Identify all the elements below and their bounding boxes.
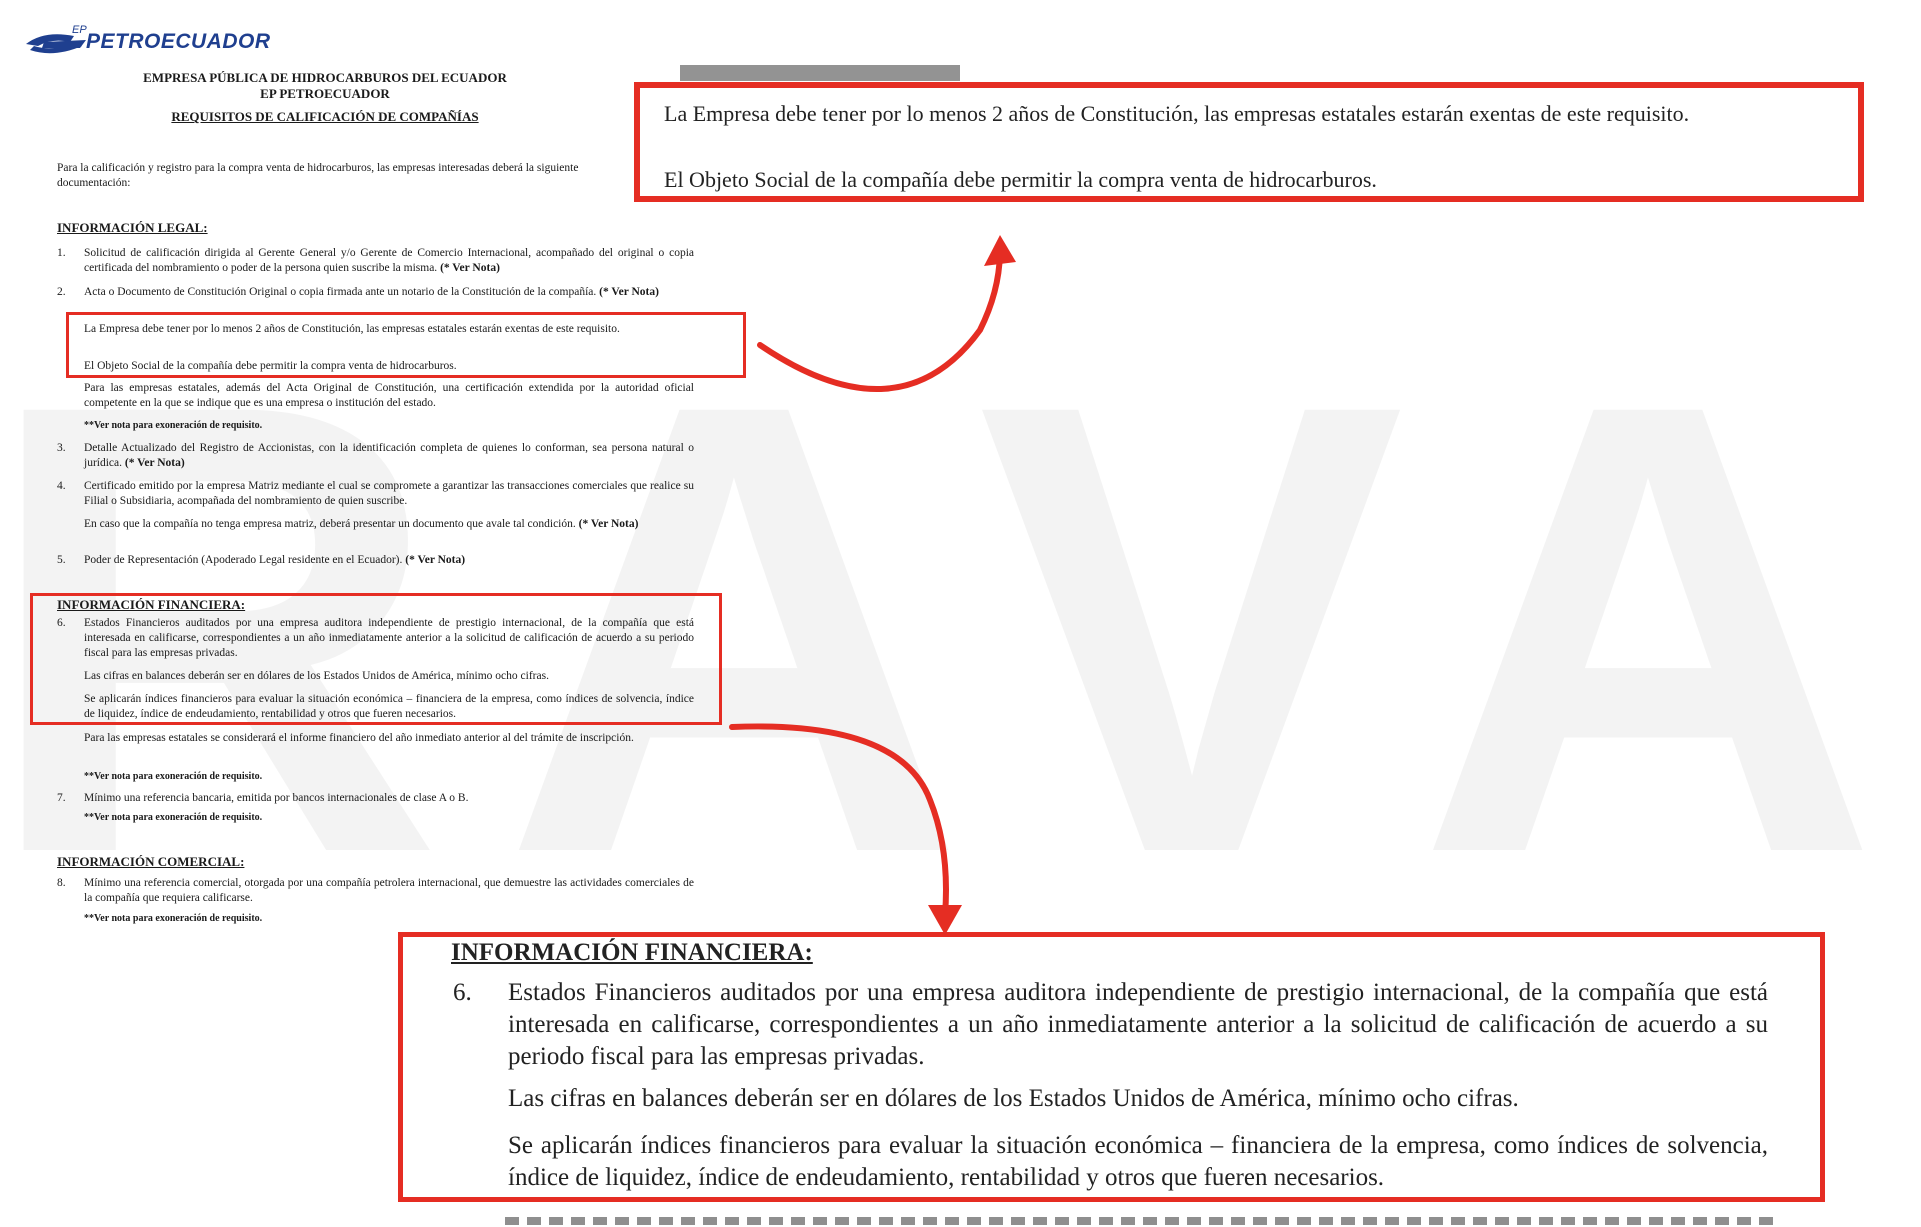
item3-number: 3. <box>57 442 66 454</box>
financial-heading: INFORMACIÓN FINANCIERA: <box>57 597 246 612</box>
item2-number: 2. <box>57 286 66 298</box>
item1-number: 1. <box>57 247 66 259</box>
legal-item3-note: (* Ver Nota) <box>124 457 185 469</box>
arrow-to-top-zoom <box>760 250 1000 389</box>
zoom-top-line1: La Empresa debe tener por lo menos 2 años de Constitución, las empresas estatales estarán exentas de este requisito. <box>664 101 1690 126</box>
item7-number: 7. <box>57 792 66 804</box>
zoom-financial-heading: INFORMACIÓN FINANCIERA: <box>451 939 813 966</box>
zoom-item6-p1: Estados Financieros auditados por una empresa auditora independiente de prestigio internacional, de la compañía que está interesada en calificarse, correspondientes a un año inmediatamente anterior a la solicitud de calificación de acuerdo a su periodo fiscal para las empresas privadas. <box>508 979 1768 1070</box>
legal-heading: INFORMACIÓN LEGAL: <box>57 220 208 235</box>
legal-item1-text: Solicitud de calificación dirigida al Gerente General y/o Gerente de Comercio Internacional, acompañado del original o copia certificada del nombramiento o poder de la persona quien suscribe la misma. <box>84 247 694 274</box>
commercial-item8-note: **Ver nota para exoneración de requisito. <box>84 913 263 924</box>
legal-item5 <box>84 553 694 568</box>
financial-item6-b: Las cifras en balances deberán ser en dólares de los Estados Unidos de América, mínimo ocho cifras. <box>84 670 549 682</box>
zoom-item6-p2: Las cifras en balances deberán ser en dólares de los Estados Unidos de América, mínimo ocho cifras. <box>508 1085 1519 1112</box>
logo-ep: EP <box>72 24 87 36</box>
zoom-box-constitution <box>634 82 1864 202</box>
cropped-text-fragment <box>680 65 960 81</box>
item4-number: 4. <box>57 480 66 492</box>
legal-item5-note: (* Ver Nota) <box>405 554 466 566</box>
zoom-top-line2: El Objeto Social de la compañía debe permitir la compra venta de hidrocarburos. <box>664 167 1377 192</box>
legal-item2-req2: El Objeto Social de la compañía debe permitir la compra venta de hidrocarburos. <box>84 360 457 372</box>
legal-item1 <box>84 246 694 276</box>
cropped-text-fragment-bottom <box>505 1217 1775 1225</box>
financial-item7-note: **Ver nota para exoneración de requisito. <box>84 812 263 823</box>
legal-item4-extra-text: En caso que la compañía no tenga empresa matriz, deberá presentar un documento que avale tal condición. <box>84 518 576 530</box>
logo-name: PETROECUADOR <box>86 30 271 53</box>
financial-item6-c: Se aplicarán índices financieros para evaluar la situación económica – financiera de la empresa, como índices de solvencia, índice de liquidez, índice de endeudamiento, rentabilidad y otros que fueren necesarios. <box>84 693 694 720</box>
item5-number: 5. <box>57 554 66 566</box>
zoom-item6-p3: Se aplicarán índices financieros para evaluar la situación económica – financiera de la empresa, como índices de solvencia, índice de liquidez, índice de endeudamiento, rentabilidad y otros que fueren necesarios. <box>508 1132 1768 1191</box>
legal-item4-note: (* Ver Nota) <box>578 518 639 530</box>
legal-item3 <box>84 441 694 471</box>
legal-item1-note: (* Ver Nota) <box>440 262 500 274</box>
legal-exon-note: **Ver nota para exoneración de requisito. <box>84 420 263 431</box>
financial-exon-note: **Ver nota para exoneración de requisito. <box>84 771 263 782</box>
legal-item2-text: Acta o Documento de Constitución Original o copia firmada ante un notario de la Constitución de la compañía. <box>84 286 597 298</box>
financial-item6-state: Para las empresas estatales se considerará el informe financiero del año inmediato anterior al del trámite de inscripción. <box>84 732 634 744</box>
arrow-head-bottom <box>928 905 962 935</box>
item6-number: 6. <box>57 617 66 629</box>
arrow-to-bottom-zoom <box>732 726 946 915</box>
item8-number: 8. <box>57 877 66 889</box>
legal-item2-note: (* Ver Nota) <box>599 286 659 298</box>
legal-item2 <box>84 285 694 300</box>
financial-item7: Mínimo una referencia bancaria, emitida por bancos internacionales de clase A o B. <box>84 792 469 804</box>
header-line1: EMPRESA PÚBLICA DE HIDROCARBUROS DEL ECUADOR <box>143 70 507 85</box>
financial-item6: Estados Financieros auditados por una empresa auditora independiente de prestigio internacional, de la compañía que está interesada en calificarse, correspondientes a un año inmediatamente anterior a la solicitud de calificación de acuerdo a su periodo fiscal para las empresas privadas. <box>84 617 694 659</box>
legal-item2-req1: La Empresa debe tener por lo menos 2 años de Constitución, las empresas estatales estarán exentas de este requisito. <box>84 323 620 335</box>
zoom-item6-number: 6. <box>453 979 472 1006</box>
legal-item3-text: Detalle Actualizado del Registro de Accionistas, con la identificación completa de quienes lo conforman, sea persona natural o jurídica. <box>84 442 694 469</box>
zoom-box-financial <box>398 932 1825 1202</box>
page-title: REQUISITOS DE CALIFICACIÓN DE COMPAÑÍAS <box>171 109 479 124</box>
arrow-head-top <box>984 235 1016 266</box>
intro-text: Para la calificación y registro para la compra venta de hidrocarburos, las empresas interesadas deberá la siguiente documentación: <box>57 162 579 189</box>
header-line2: EP PETROECUADOR <box>260 86 390 101</box>
commercial-heading: INFORMACIÓN COMERCIAL: <box>57 854 245 869</box>
legal-item4-extra <box>84 517 694 532</box>
legal-item4: Certificado emitido por la empresa Matriz mediante el cual se compromete a garantizar las transacciones comerciales que realice su Filial o Subsidiaria, acompañada del nombramiento de quien suscribe. <box>84 480 694 507</box>
legal-item5-text: Poder de Representación (Apoderado Legal residente en el Ecuador). <box>84 554 403 566</box>
legal-item2-state: Para las empresas estatales, además del Acta Original de Constitución, una certificación extendida por la autoridad oficial competente en la que se indique que es una empresa o institución del estado. <box>84 382 694 409</box>
commercial-item8: Mínimo una referencia comercial, otorgada por una compañía petrolera internacional, que demuestre las actividades comerciales de la compañía que requiera calificarse. <box>84 877 694 904</box>
